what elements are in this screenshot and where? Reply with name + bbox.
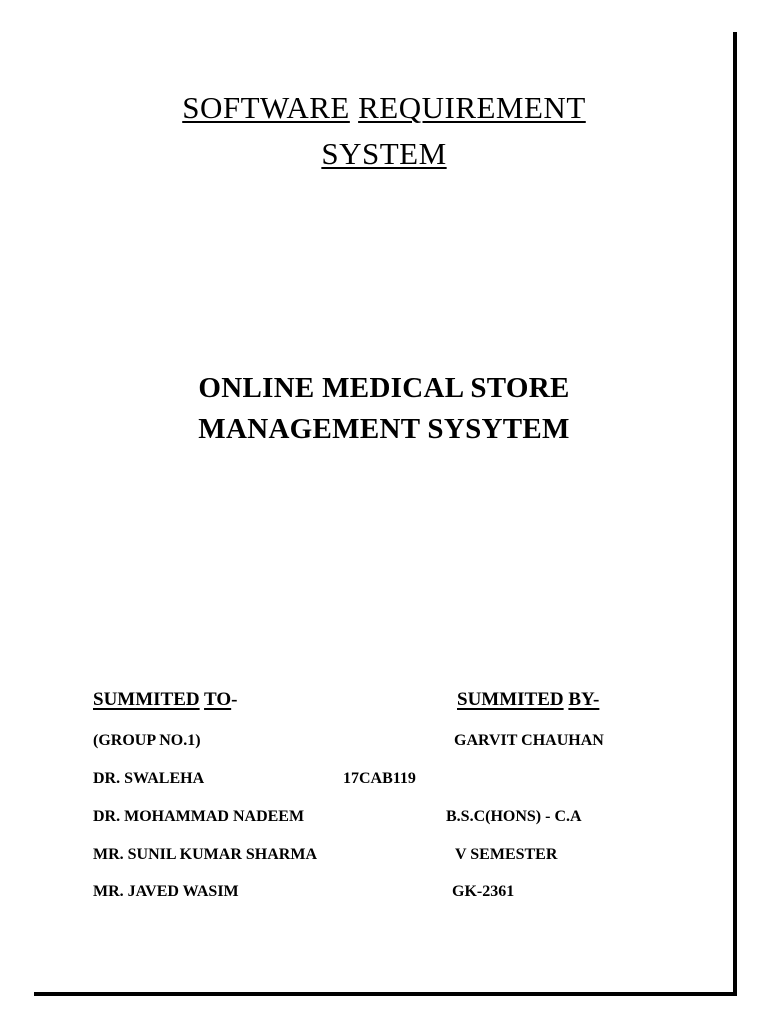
submitted-to-word: SUMMITED xyxy=(93,689,200,710)
faculty-name: DR. SWALEHA xyxy=(93,770,205,787)
student-roll-number: 17CAB119 xyxy=(343,770,416,787)
submitted-to-to: TO xyxy=(204,689,232,710)
submitted-by-by: BY- xyxy=(568,689,600,710)
title-word-requirement: REQUIREMENT xyxy=(358,90,586,125)
page-border-right xyxy=(733,32,737,996)
page-border-bottom xyxy=(34,992,737,996)
student-id: GK-2361 xyxy=(452,883,515,900)
faculty-name: MR. JAVED WASIM xyxy=(93,883,239,900)
faculty-name: DR. MOHAMMAD NADEEM xyxy=(93,808,305,825)
title-word-system: SYSTEM xyxy=(321,136,447,171)
project-title-line2: MANAGEMENT SYSYTEM xyxy=(198,413,570,445)
document-title-line2 xyxy=(34,136,734,172)
title-word-software: SOFTWARE xyxy=(182,90,350,125)
student-name: GARVIT CHAUHAN xyxy=(454,732,604,749)
submitted-by-heading xyxy=(457,688,599,712)
submitted-by-word: SUMMITED xyxy=(457,689,564,710)
project-title-line1: ONLINE MEDICAL STORE xyxy=(198,372,570,404)
submitted-to-dash: - xyxy=(231,689,238,710)
student-semester: V SEMESTER xyxy=(455,846,558,863)
group-number: (GROUP NO.1) xyxy=(93,732,201,749)
faculty-name: MR. SUNIL KUMAR SHARMA xyxy=(93,846,317,863)
document-title xyxy=(34,90,734,126)
student-course: B.S.C(HONS) - C.A xyxy=(446,808,582,825)
submitted-to-heading xyxy=(93,688,237,712)
